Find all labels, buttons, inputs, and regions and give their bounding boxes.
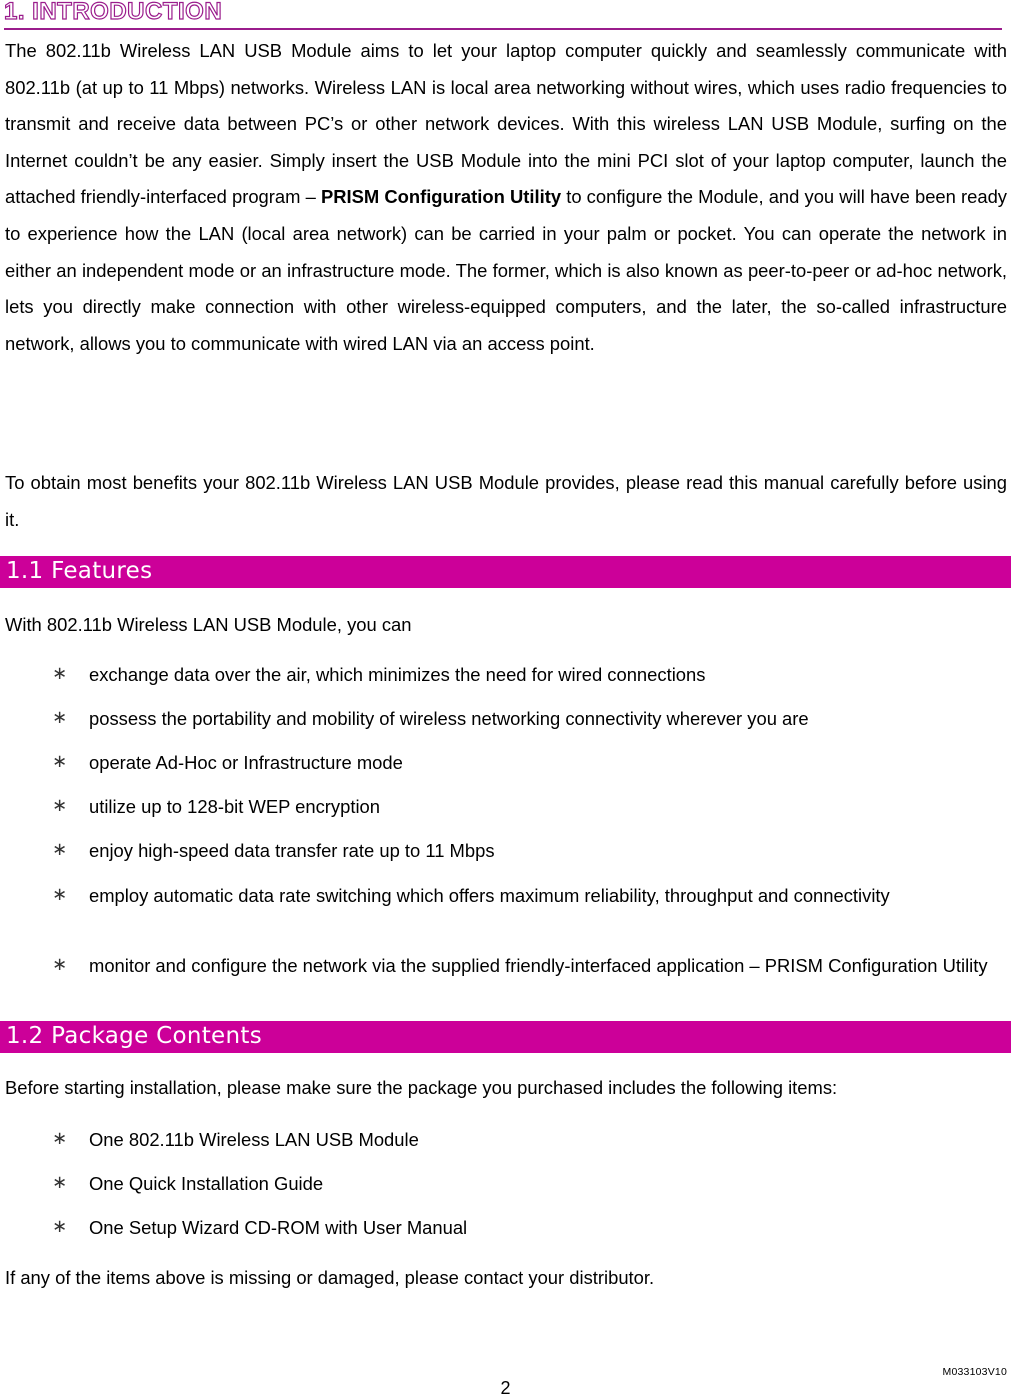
section-bar-features [0,556,1011,588]
asterisk-bullet-icon: ∗ [52,884,68,905]
intro-text-1b: to configure the Module, and you will have been ready to experience how the LAN (local area network) can be carried in your palm or pocket. You can operate the network in either an independent mode or an infrastructure mode. The former, which is also known as peer-to-peer or ad-hoc network, lets you directly make connection with other wireless-equipped computers, and the later, the so-called infrastructure network, allows you to communicate with wired LAN via an access point. [5,186,1008,354]
package-closing: If any of the items above is missing or damaged, please contact your distributor. [5,1267,655,1288]
chapter-heading [4,0,1002,30]
asterisk-bullet-icon: ∗ [52,795,68,816]
document-code: M033103V10 [942,1366,1007,1378]
section-title-package: 1.2 Package Contents [6,1023,262,1049]
asterisk-bullet-icon: ∗ [52,839,68,860]
chapter-title: 1. INTRODUCTION [4,0,223,25]
page-number: 2 [500,1378,511,1398]
asterisk-bullet-icon: ∗ [52,663,68,684]
asterisk-bullet-icon: ∗ [52,1172,68,1193]
package-lead: Before starting installation, please make sure the package you purchased includes the following items: [5,1077,838,1098]
asterisk-bullet-icon: ∗ [52,1128,68,1149]
section-bar-package [0,1021,1011,1053]
utility-name-bold: PRISM Configuration Utility [320,186,562,208]
intro-text-1a: The 802.11b Wireless LAN USB Module aims to let your laptop computer quickly and seamlessly communicate with 802.11b (at up to 11 Mbps) networks. Wireless LAN is local area networking without wires, which uses radio frequencies to transmit and receive data between PC’s or other network devices. With this wireless LAN USB Module, surfing on the Internet couldn’t be any easier. Simply insert the USB Module into the mini PCI slot of your laptop computer, launch the attached friendly-interfaced program – [5,40,1007,208]
asterisk-bullet-icon: ∗ [52,1216,68,1237]
asterisk-bullet-icon: ∗ [52,954,68,975]
section-title-features: 1.1 Features [6,558,153,584]
asterisk-bullet-icon: ∗ [52,707,68,728]
asterisk-bullet-icon: ∗ [52,751,68,772]
features-lead: With 802.11b Wireless LAN USB Module, you can [5,614,412,635]
intro-paragraph-2: To obtain most benefits your 802.11b Wireless LAN USB Module provides, please read this manual carefully before using it. [5,472,1007,530]
intro-paragraph-1 [5,33,1007,362]
